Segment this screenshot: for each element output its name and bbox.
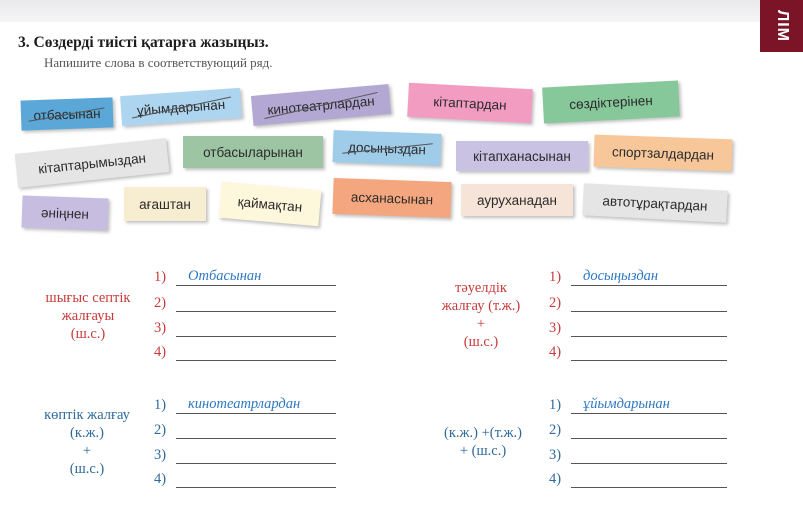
word-card: досыңыздан [332, 130, 441, 166]
group-label-ablative: шығыс септік жалғауы (ш.с.) [45, 290, 131, 342]
word-card: әніңнен [21, 196, 108, 231]
word-card: отбасыларынан [183, 136, 323, 168]
word-card: кітапханасынан [456, 141, 588, 171]
answer-row: 1) досыңыздан [549, 269, 727, 286]
answer-row: 3) [154, 320, 336, 337]
answer-line[interactable] [176, 320, 336, 337]
answer-row: 2) [154, 295, 336, 312]
answer-line[interactable] [176, 447, 336, 464]
answer-line[interactable]: Отбасынан [176, 269, 336, 286]
answer-row: 4) [549, 471, 727, 488]
word-card: кітаптардан [407, 83, 533, 123]
answer-line[interactable] [571, 295, 727, 312]
answer-row: 3) [549, 320, 727, 337]
answer-row: 1) Отбасынан [154, 269, 336, 286]
answer-row: 3) [549, 447, 727, 464]
exercise-title: 3. Сөздерді тиісті қатарға жазыңыз. [18, 34, 269, 51]
answer-line[interactable]: ұйымдарынан [571, 397, 727, 414]
answer-row: 4) [154, 344, 336, 361]
answer-line[interactable] [176, 344, 336, 361]
word-card: ауруханадан [461, 184, 573, 216]
word-card: автотұрақтардан [582, 183, 727, 222]
word-card: ағаштан [124, 187, 206, 221]
group-label-possessive: тәуелдік жалғау (т.ж.) + (ш.с.) [441, 280, 521, 350]
answer-line[interactable] [571, 344, 727, 361]
answer-row: 2) [154, 422, 336, 439]
answer-line[interactable] [571, 422, 727, 439]
answer-line[interactable]: досыңыздан [571, 269, 727, 286]
group-label-plural: көптік жалғау (к.ж.) + (ш.с.) [44, 407, 130, 477]
answer-line[interactable] [571, 471, 727, 488]
answer-row: 3) [154, 447, 336, 464]
group-label-plural-possessive: (к.ж.) +(т.ж.) + (ш.с.) [444, 425, 522, 459]
answer-row: 2) [549, 422, 727, 439]
word-card: ұйымдарынан [120, 88, 242, 126]
answer-line[interactable]: кинотеатрлардан [176, 397, 336, 414]
answer-row: 2) [549, 295, 727, 312]
answer-row: 4) [154, 471, 336, 488]
answer-row: 4) [549, 344, 727, 361]
top-strip [0, 0, 803, 22]
word-card: спортзалдардан [593, 135, 732, 172]
word-card: қаймақтан [219, 182, 322, 227]
exercise-subtitle: Напишите слова в соответствующий ряд. [44, 55, 273, 70]
answer-line[interactable] [176, 471, 336, 488]
answer-row: 1) кинотеатрлардан [154, 397, 336, 414]
word-card: кинотеатрлардан [251, 84, 391, 126]
answer-line[interactable] [176, 422, 336, 439]
word-card: сөздіктерінен [542, 80, 680, 123]
word-card: асханасынан [332, 178, 451, 218]
answer-line[interactable] [176, 295, 336, 312]
side-tab: ЛІМ [760, 0, 803, 52]
answer-row: 1) ұйымдарынан [549, 397, 727, 414]
answer-line[interactable] [571, 320, 727, 337]
answer-line[interactable] [571, 447, 727, 464]
word-card: отбасынан [21, 97, 114, 130]
word-card: кітаптарымыздан [15, 138, 170, 188]
